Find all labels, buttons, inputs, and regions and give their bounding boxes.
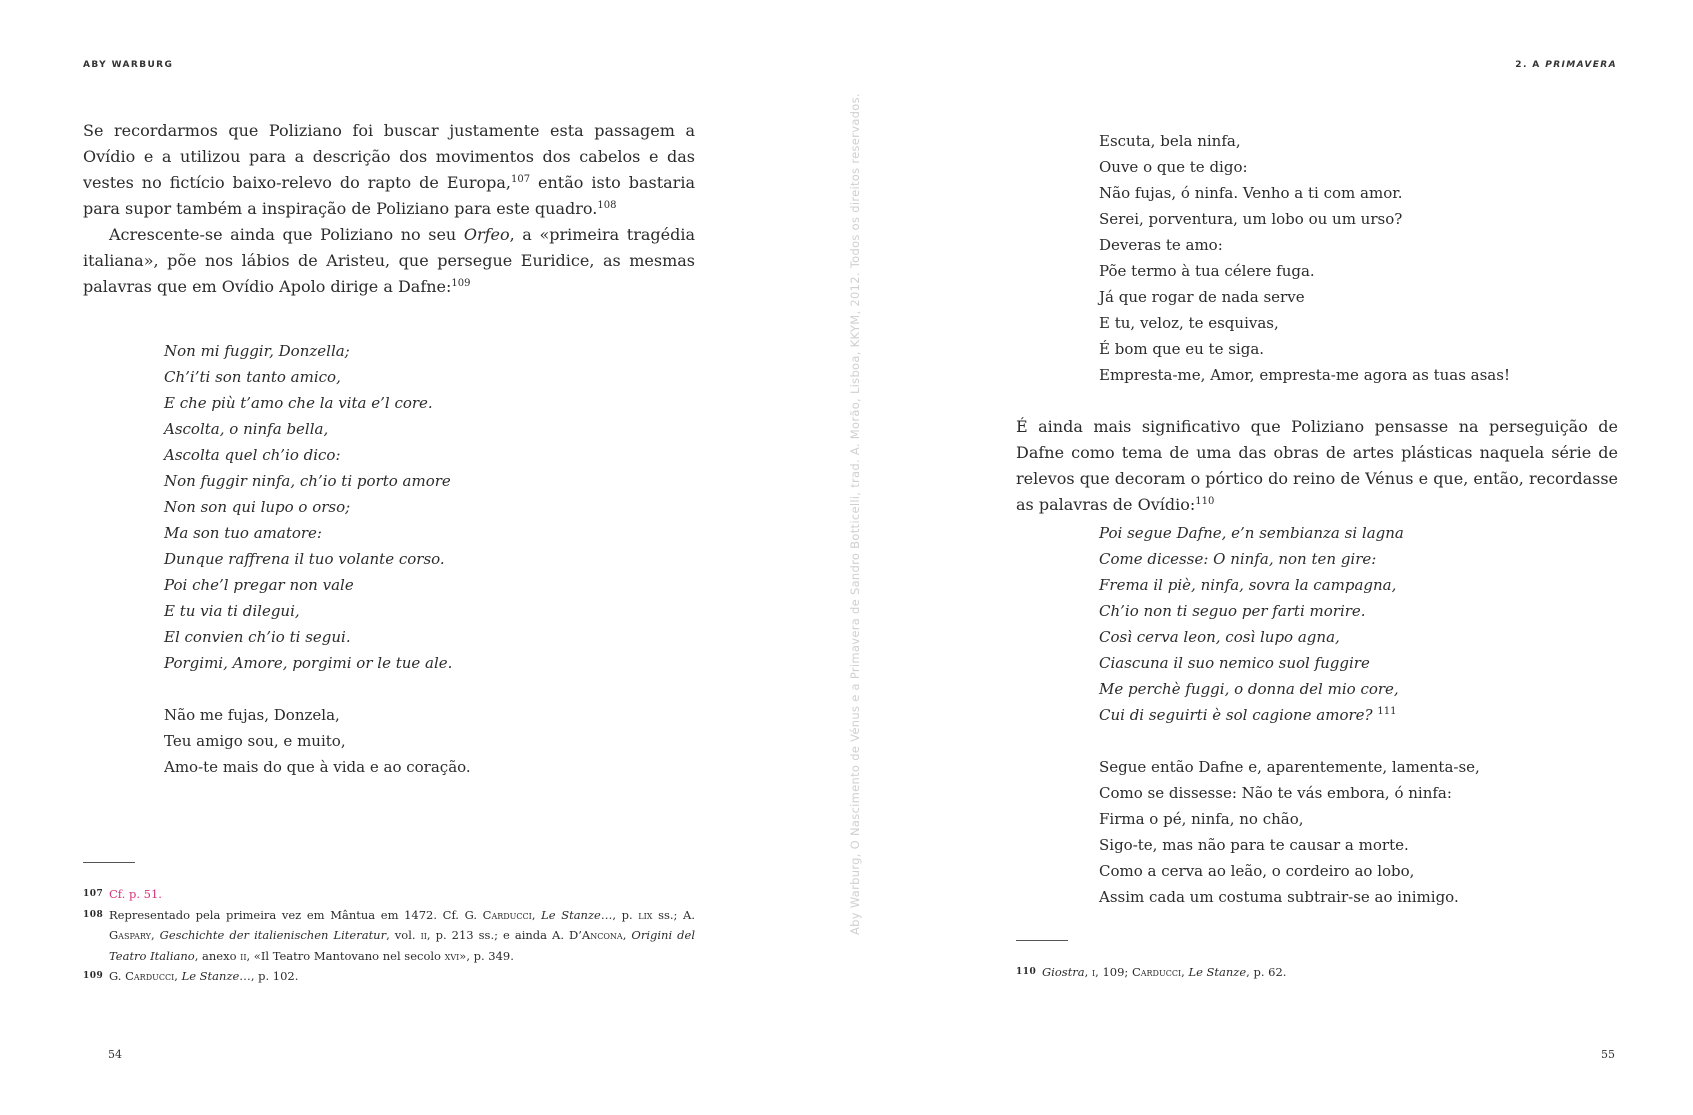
footnotes-left (83, 884, 695, 987)
verse-line: Não fujas, ó ninfa. Venho a ti com amor. (1099, 184, 1403, 202)
italian-verse-right (1099, 520, 1404, 728)
footnote-109: 109 G. Carducci, Le Stanze…, p. 102. (83, 969, 299, 983)
verse-line: Ch’io non ti seguo per farti morire. (1099, 602, 1366, 620)
verse-line: Serei, porventura, um lobo ou um urso? (1099, 210, 1403, 228)
verse-line: Poi che’l pregar non vale (164, 576, 354, 594)
verse-line: Così cerva leon, così lupo agna, (1099, 628, 1340, 646)
verse-line: Deveras te amo: (1099, 236, 1223, 254)
verse-line: Amo-te mais do que à vida e ao coração. (164, 758, 471, 776)
verse-line: Ascolta quel ch’io dico: (164, 446, 341, 464)
verse-line: El convien ch’io ti segui. (164, 628, 351, 646)
verse-line: Firma o pé, ninfa, no chão, (1099, 810, 1304, 828)
footnote-link[interactable]: Cf. p. 51. (109, 887, 162, 901)
footnotes-right (1016, 962, 1618, 983)
verse-line: Já que rogar de nada serve (1099, 288, 1305, 306)
verse-line: Ma son tuo amatore: (164, 524, 322, 542)
footnote-ref-110[interactable]: 110 (1195, 496, 1215, 507)
verse-line: Ascolta, o ninfa bella, (164, 420, 329, 438)
footnote-ref-108[interactable]: 108 (597, 200, 617, 211)
verse-line: Non mi fuggir, Donzella; (164, 342, 350, 360)
verse-line: Non son qui lupo o orso; (164, 498, 351, 516)
footnote-ref-109[interactable]: 109 (451, 278, 471, 289)
verse-line: Sigo-te, mas não para te causar a morte. (1099, 836, 1409, 854)
portuguese-verse-right-bottom (1099, 754, 1480, 910)
verse-line: E tu, veloz, te esquivas, (1099, 314, 1279, 332)
body-text-left (83, 118, 695, 300)
verse-line: Poi segue Dafne, e’n sembianza si lagna (1099, 524, 1404, 542)
footnote-rule-right (1016, 940, 1068, 941)
footnote-110: 110 Giostra, i, 109; Carducci, Le Stanze, p. 62. (1016, 965, 1287, 979)
page-number-right: 55 (1601, 1048, 1615, 1061)
copyright-watermark: Aby Warburg, O Nascimento de Vénus e a Primavera de Sandro Botticelli, trad. A. Morão, Lisboa, KKYM, 2012. Todos os direitos reservados. (848, 93, 862, 935)
footnote-107: 107 Cf. p. 51. (83, 884, 695, 905)
verse-line: Como a cerva ao leão, o cordeiro ao lobo, (1099, 862, 1415, 880)
verse-line: E tu via ti dilegui, (164, 602, 300, 620)
page-number-left: 54 (108, 1048, 122, 1061)
verse-line: Dunque raffrena il tuo volante corso. (164, 550, 445, 568)
footnote-108: 108 Representado pela primeira vez em Mântua em 1472. Cf. G. Carducci, Le Stanze…, p. lix ss.; A. Gaspary, Geschichte der italienischen Literatur, vol. ii, p. 213 ss.; e ainda A. D’Ancona, Origini del Teatro Italiano, anexo ii, «Il Teatro Mantovano nel secolo xvi», p. 349. (83, 907, 695, 963)
verse-line: Ciascuna il suo nemico suol fuggire (1099, 654, 1370, 672)
verse-line: Come dicesse: O ninfa, non ten gire: (1099, 550, 1377, 568)
verse-line: Não me fujas, Donzela, (164, 706, 340, 724)
running-head-left: ABY WARBURG (83, 60, 174, 70)
verse-line: Escuta, bela ninfa, (1099, 132, 1241, 150)
verse-line: Põe termo à tua célere fuga. (1099, 262, 1315, 280)
portuguese-verse-right-top (1099, 128, 1510, 388)
verse-line: Non fuggir ninfa, ch’io ti porto amore (164, 472, 451, 490)
footnote-ref-107[interactable]: 107 (510, 174, 531, 185)
paragraph-1: Se recordarmos que Poliziano foi buscar justamente esta passagem a Ovídio e a utilizou para a descrição dos movimentos dos cabelos e das vestes no fictício baixo-relevo do rapto de Europa,$^{107}$ então isto bastaria para supor também a inspiração de Poliziano para este quadro.$^{108}$ (83, 121, 695, 218)
verse-line: Empresta-me, Amor, empresta-me agora as tuas asas! (1099, 366, 1510, 384)
verse-line: Me perchè fuggi, o donna del mio core, (1099, 680, 1399, 698)
verse-line: Cui di seguirti è sol cagione amore? $^{111}$ (1099, 706, 1397, 724)
verse-line: Segue então Dafne e, aparentemente, lamenta-se, (1099, 758, 1480, 776)
paragraph-3: É ainda mais significativo que Poliziano pensasse na perseguição de Dafne como tema de uma das obras de artes plásticas naquela série de relevos que decoram o pórtico do reino de Vénus e que, então, recordasse as palavras de Ovídio:$^{110}$ (1016, 417, 1618, 514)
right-page (846, 0, 1693, 1115)
verse-line: Como se dissesse: Não te vás embora, ó ninfa: (1099, 784, 1452, 802)
verse-line: Ouve o que te digo: (1099, 158, 1248, 176)
running-head-right: 2. A PRIMAVERA (1515, 60, 1617, 70)
verse-line: É bom que eu te siga. (1099, 340, 1265, 358)
verse-line: Frema il piè, ninfa, sovra la campagna, (1099, 576, 1397, 594)
verse-line: E che più t’amo che la vita e’l core. (164, 394, 433, 412)
paragraph-2: Acrescente-se ainda que Poliziano no seu Orfeo, a «primeira tragédia italiana», põe nos lábios de Aristeu, que persegue Euridice, as mesmas palavras que em Ovídio Apolo dirige a Dafne:$^{109}$ (83, 225, 696, 296)
verse-line: Assim cada um costuma subtrair-se ao inimigo. (1099, 888, 1459, 906)
left-page (0, 0, 846, 1115)
verse-line: Porgimi, Amore, porgimi or le tue ale. (164, 654, 453, 672)
body-text-right (1016, 414, 1618, 518)
verse-line: Ch’i’ti son tanto amico, (164, 368, 341, 386)
portuguese-verse-left (164, 702, 471, 780)
footnote-ref-111[interactable]: 111 (1377, 706, 1397, 717)
verse-line: Teu amigo sou, e muito, (164, 732, 346, 750)
italian-verse-left (164, 338, 452, 676)
footnote-rule-left (83, 862, 135, 863)
